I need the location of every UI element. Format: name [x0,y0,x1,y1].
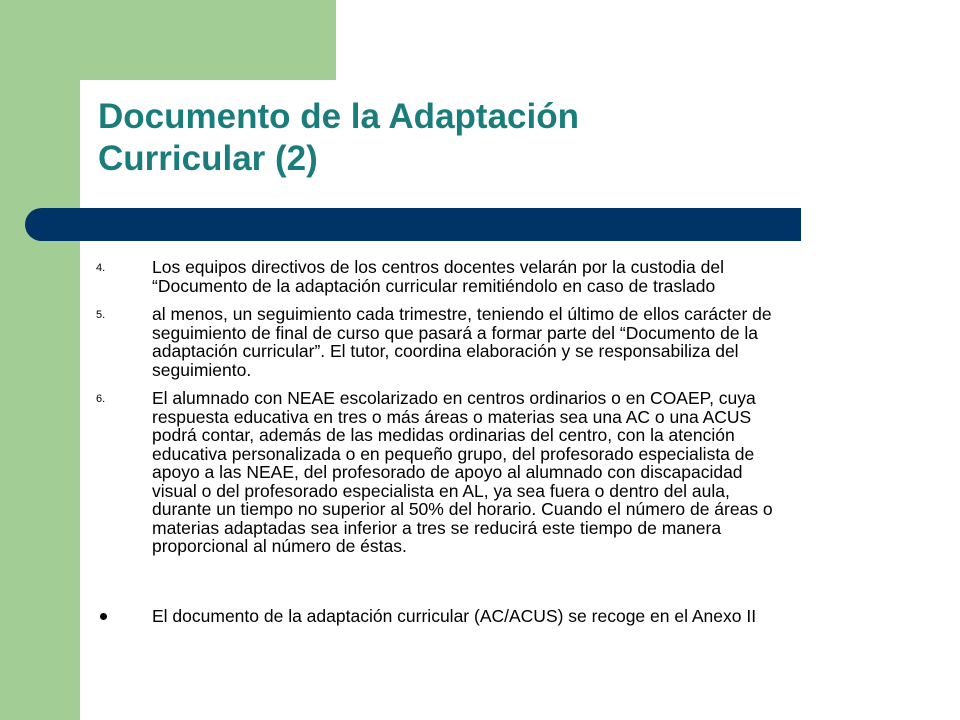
list-line: visual o del profesorado especialista en AL, ya sea fuera o dentro del aula, [152,480,730,501]
numbered-list [96,258,916,566]
slide-title-line-2: Curricular (2) [98,139,318,178]
list-number: 4. [96,262,106,274]
title-underline-stripe [64,238,800,241]
list-line: El alumnado con NEAE escolarizado en centros ordinarios o en COAEP, cuya [152,388,756,408]
bullet-text: El documento de la adaptación curricular (AC/ACUS) se recoge en el Anexo II [152,606,757,626]
list-line: seguimiento de final de curso que pasará a formar parte del “Documento de la [152,322,759,343]
list-line: apoyo a las NEAE, del profesorado de apoyo al alumnado con discapacidad [152,462,743,482]
list-item-4 [96,258,916,295]
list-line: durante un tiempo no superior al 50% del horario. Cuando el número de áreas o [152,499,773,519]
bullet-item [96,606,916,626]
list-line: al menos, un seguimiento cada trimestre, teniendo el último de ellos carácter de [152,304,772,324]
top-green-block [80,0,336,80]
slide-title [98,96,878,180]
list-line: educativa personalizada o en pequeño grupo, del profesorado especialista de [152,443,755,464]
list-line: seguimiento. [152,359,252,380]
title-underline-bar [25,208,801,241]
list-line: “Documento de la adaptación curricular remitiéndolo en caso de traslado [152,275,716,296]
slide-title-line-1: Documento de la Adaptación [98,97,579,136]
list-item-6 [96,389,916,556]
list-line: adaptación curricular”. El tutor, coordina elaboración y se responsabiliza del [152,341,739,361]
left-green-band [0,0,80,720]
list-line: Los equipos directivos de los centros docentes velarán por la custodia del [152,257,725,277]
list-line: materias adaptadas sea inferior a tres se reducirá este tiempo de manera [152,517,722,538]
list-line: respuesta educativa en tres o más áreas o materias sea una AC o una ACUS [152,406,752,427]
list-number: 5. [96,309,106,321]
bullet-dot-icon [100,613,107,620]
list-number: 6. [96,393,106,405]
list-line: proporcional al número de éstas. [152,536,407,556]
list-line: podrá contar, además de las medidas ordinarias del centro, con la atención [152,425,735,445]
list-item-5 [96,305,916,379]
